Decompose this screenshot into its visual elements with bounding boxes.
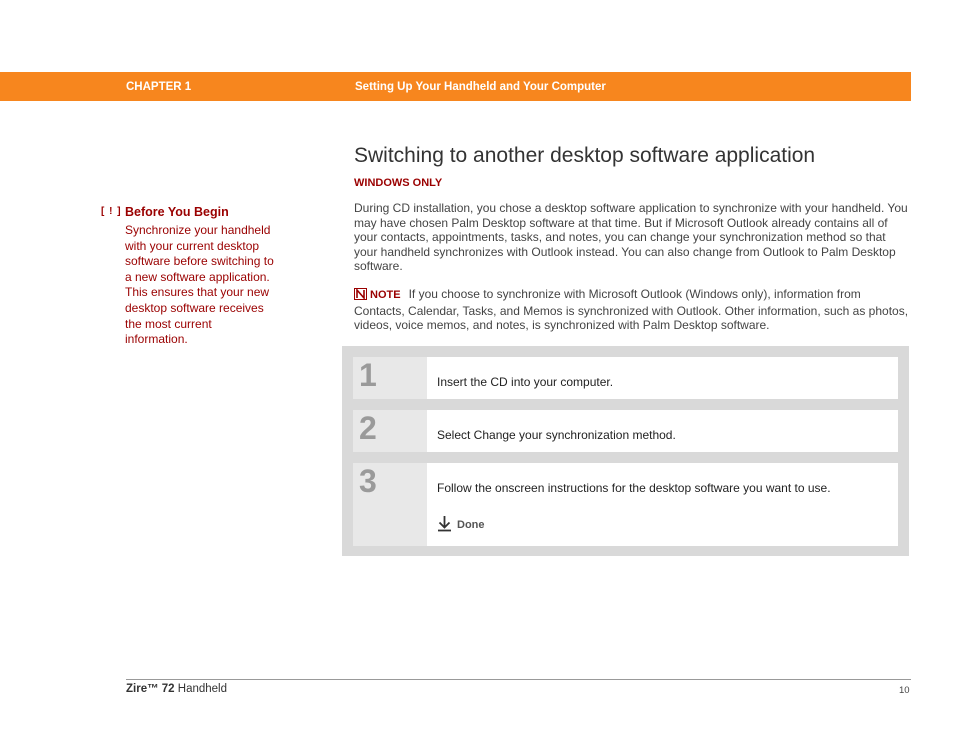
footer-product-suffix: Handheld	[174, 683, 228, 695]
step-number-cell	[353, 357, 427, 399]
done-arrow-icon	[437, 515, 452, 532]
done-label: Done	[457, 519, 485, 531]
step-number-cell	[353, 410, 427, 452]
page-title: Switching to another desktop software application	[354, 144, 816, 167]
done-marker	[437, 515, 485, 532]
step-text: Insert the CD into your computer.	[437, 375, 614, 389]
step-1	[353, 357, 898, 399]
note-block	[354, 287, 910, 333]
chapter-title: Setting Up Your Handheld and Your Computer	[355, 81, 606, 93]
step-number: 3	[359, 463, 377, 499]
step-number: 1	[359, 357, 377, 393]
intro-paragraph: During CD installation, you chose a desktop software application to synchronize with your handheld. You may have chosen Palm Desktop software at that time. But if Microsoft Outlook already contains all of your contacts, appointments, tasks, and notes, you can change your synchronization method so that your handheld synchronizes with Outlook instead. You can also change from Outlook to Palm Desktop software.	[354, 201, 908, 274]
chapter-header-bar	[0, 72, 911, 101]
warning-icon: [ ! ]	[101, 206, 122, 217]
step-2	[353, 410, 898, 452]
step-number: 2	[359, 410, 377, 446]
sidebar-body: Synchronize your handheld with your current desktop software before switching to a new software application. This ensures that your new desktop software receives the most current information.	[125, 223, 274, 347]
step-text: Follow the onscreen instructions for the desktop software you want to use.	[437, 481, 831, 495]
platform-subhead: WINDOWS ONLY	[354, 177, 443, 189]
step-3	[353, 463, 898, 546]
footer-product	[126, 683, 227, 695]
step-text: Select Change your synchronization method.	[437, 428, 676, 442]
page-number: 10	[899, 685, 910, 696]
step-number-cell	[353, 463, 427, 546]
note-icon	[354, 288, 367, 304]
note-text: If you choose to synchronize with Microsoft Outlook (Windows only), information from Contacts, Calendar, Tasks, and Memos is synchronized with Outlook. Other information, such as photos, videos, voice memos, and notes, is synchronized with Palm Desktop software.	[354, 287, 909, 333]
sidebar-title: Before You Begin	[125, 205, 229, 219]
footer-rule	[126, 679, 911, 680]
steps-box	[342, 346, 909, 556]
chapter-label: CHAPTER 1	[126, 81, 192, 93]
note-label: NOTE	[370, 289, 401, 301]
footer-product-name: Zire™ 72	[126, 683, 175, 695]
